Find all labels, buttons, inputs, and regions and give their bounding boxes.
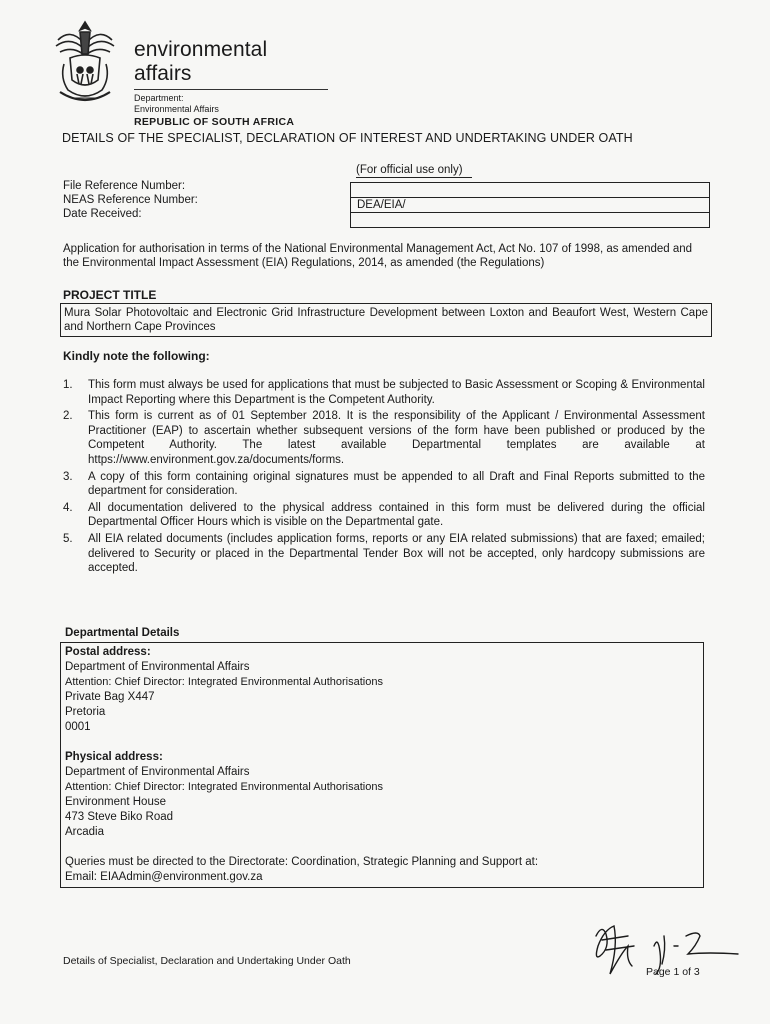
project-title-heading: PROJECT TITLE xyxy=(63,288,157,302)
note-item xyxy=(63,501,705,530)
neas-reference-field[interactable]: DEA/EIA/ xyxy=(351,198,709,213)
physical-line: Arcadia xyxy=(65,826,104,838)
coat-of-arms-icon xyxy=(50,18,120,110)
postal-line: Private Bag X447 xyxy=(65,691,155,703)
reference-labels xyxy=(63,179,198,221)
postal-line: Department of Environmental Affairs xyxy=(65,661,250,673)
brand-title: environmental affairs xyxy=(134,38,328,90)
note-text: A copy of this form containing original signatures must be appended to all Draft and Final Reports submitted to the department for consideration. xyxy=(88,470,705,498)
physical-line: 473 Steve Biko Road xyxy=(65,811,174,823)
note-item xyxy=(63,532,705,576)
postal-line: 0001 xyxy=(65,721,91,733)
official-use-block xyxy=(350,164,710,228)
note-text: All documentation delivered to the physical address contained in this form must be delivered during the official Departmental Officer Hours which is visible on the Departmental gate. xyxy=(88,501,705,529)
departmental-details-box xyxy=(60,642,704,888)
physical-address-heading: Physical address: xyxy=(65,751,163,763)
note-text: This form is current as of 01 September 2018. It is the responsibility of the Applicant / Environmental Assessment Practitioner (EAP) to ascertain whether subsequent versions of the form have been published or produced by the Competent Authority. The latest available Departmental templates are available at https://www.environment.gov.za/documents/forms. xyxy=(88,410,705,466)
note-number: 1. xyxy=(63,379,73,391)
note-text: This form must always be used for applications that must be subjected to Basic Assessment or Scoping & Environmental Impact Reporting where this Department is the Competent Authority. xyxy=(88,379,705,406)
note-number: 3. xyxy=(63,470,73,483)
postal-address-heading: Postal address: xyxy=(65,646,151,658)
official-use-label: (For official use only) xyxy=(356,164,472,178)
postal-line: Attention: Chief Director: Integrated Environmental Authorisations xyxy=(65,676,383,688)
page-number: Page 1 of 3 xyxy=(646,966,700,978)
note-item xyxy=(63,409,705,467)
note-number: 5. xyxy=(63,532,73,545)
brand-republic: REPUBLIC OF SOUTH AFRICA xyxy=(134,116,295,128)
note-text: All EIA related documents (includes application forms, reports or any EIA related submissions) that are faxed; emailed; delivered to Security or placed in the Departmental Tender Box will not be accepted, only hardcopy submissions are accepted. xyxy=(88,532,705,575)
file-reference-label: File Reference Number: xyxy=(63,180,186,192)
note-item xyxy=(63,378,705,407)
note-item xyxy=(63,470,705,499)
date-received-field[interactable] xyxy=(351,213,709,227)
brand-dept-line1: Department: xyxy=(134,93,184,103)
project-title-box: Mura Solar Photovoltaic and Electronic Grid Infrastructure Development between Loxton and Beaufort West, Western Cape and Northern Cape Provinces xyxy=(60,303,712,337)
queries-text: Queries must be directed to the Directorate: Coordination, Strategic Planning and Support at: xyxy=(65,856,539,868)
brand-dept-line2: Environmental Affairs xyxy=(134,104,219,114)
notes-list xyxy=(63,378,705,578)
file-reference-field[interactable] xyxy=(351,183,709,198)
footer-text: Details of Specialist, Declaration and Undertaking Under Oath xyxy=(63,955,351,967)
department-brand xyxy=(134,38,328,128)
departmental-details-heading: Departmental Details xyxy=(65,627,180,639)
application-statement: Application for authorisation in terms of the National Environmental Management Act, Act No. 107 of 1998, as amended and the Environmental Impact Assessment (EIA) Regulations, 2014, as amended (the Regulations) xyxy=(63,243,693,269)
document-title: DETAILS OF THE SPECIALIST, DECLARATION OF INTEREST AND UNDERTAKING UNDER OATH xyxy=(62,131,633,145)
reference-box xyxy=(350,182,710,228)
email-link[interactable]: Email: EIAAdmin@environment.gov.za xyxy=(65,871,263,883)
notes-heading: Kindly note the following: xyxy=(63,349,210,363)
note-number: 2. xyxy=(63,410,73,423)
physical-line: Environment House xyxy=(65,796,166,808)
date-received-label: Date Received: xyxy=(63,208,142,220)
note-number: 4. xyxy=(63,501,73,514)
postal-line: Pretoria xyxy=(65,706,106,718)
physical-line: Department of Environmental Affairs xyxy=(65,766,250,778)
neas-reference-label: NEAS Reference Number: xyxy=(63,194,198,206)
physical-line: Attention: Chief Director: Integrated Environmental Authorisations xyxy=(65,781,383,793)
